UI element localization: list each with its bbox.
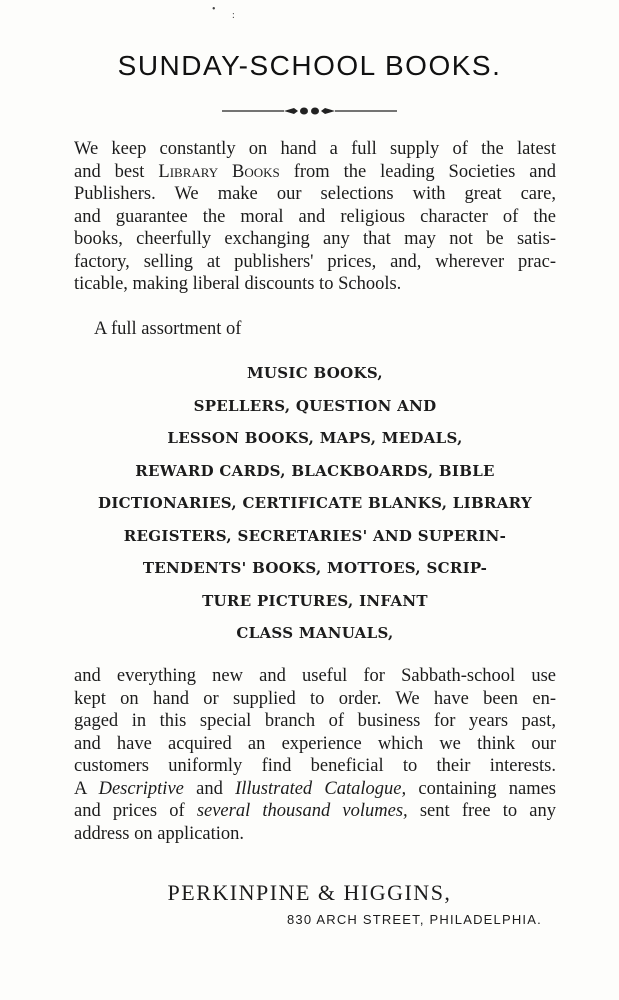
text-run: ticable, making liberal discounts to Schools. — [74, 274, 402, 294]
product-list-line: MUSIC BOOKS, — [247, 364, 383, 382]
text-run: A — [74, 778, 99, 799]
text-run: and best — [74, 161, 159, 182]
text-line — [74, 138, 556, 161]
text-line — [74, 710, 556, 733]
text-line — [74, 206, 556, 229]
page-title: SUNDAY-SCHOOL BOOKS. — [117, 50, 502, 81]
text-run: containing names — [406, 778, 556, 799]
text-run: gaged in this special branch of business for years past, — [74, 711, 556, 731]
italic-run: Illustrated Catalogue, — [235, 778, 407, 799]
text-run: factory, selling at publishers' prices, and, wherever prac- — [74, 251, 556, 272]
text-line — [74, 228, 556, 251]
text-line — [74, 755, 556, 778]
text-line — [74, 800, 556, 823]
text-line — [74, 733, 556, 756]
product-list-line: TENDENTS' BOOKS, MOTTOES, SCRIP- — [142, 559, 488, 577]
product-list-line: CLASS MANUALS, — [236, 624, 394, 642]
text-line — [74, 778, 556, 801]
text-run: and have acquired an experience which we think our — [74, 733, 556, 754]
italic-run: several thousand volumes, — [196, 801, 408, 821]
italic-run: Descriptive — [98, 778, 184, 799]
text-run: and prices of — [74, 801, 197, 821]
text-line — [74, 251, 556, 274]
closing-paragraph — [74, 665, 556, 845]
text-run: sent free to any — [407, 801, 556, 821]
product-list-line: SPELLERS, QUESTION AND — [193, 396, 437, 415]
text-run: customers uniformly find beneficial to their interests. — [74, 756, 556, 776]
text-line — [74, 183, 556, 206]
text-line — [74, 273, 556, 296]
ink-speck: • — [212, 4, 216, 15]
text-run: Publishers. We make our selections with great care, — [74, 184, 556, 204]
text-line — [74, 161, 556, 184]
text-run: address on application. — [74, 823, 245, 844]
small-caps-run: Library Books — [158, 161, 280, 182]
text-run: books, cheerfully exchanging any that may not be satis- — [74, 229, 556, 249]
product-list-line: TURE PICTURES, INFANT — [202, 591, 428, 610]
ornamental-rule — [222, 106, 397, 116]
text-run: and — [183, 778, 236, 799]
ink-speck: : — [232, 10, 235, 21]
product-list-line: REWARD CARDS, BLACKBOARDS, BIBLE — [135, 461, 495, 480]
assortment-intro: A full assortment of — [94, 319, 242, 339]
text-line — [74, 823, 556, 846]
intro-paragraph — [74, 138, 556, 296]
text-run: kept on hand or supplied to order. We have been en- — [74, 688, 556, 709]
firm-name: PERKINPINE & HIGGINS, — [167, 880, 452, 905]
text-run: and guarantee the moral and religious character of the — [74, 206, 556, 227]
text-line — [74, 688, 556, 711]
text-run: and everything new and useful for Sabbath-school use — [74, 666, 556, 686]
text-run: from the leading Societies and — [279, 161, 556, 182]
text-run: We keep constantly on hand a full supply of the latest — [74, 139, 556, 159]
product-list-line: REGISTERS, SECRETARIES' AND SUPERIN- — [123, 526, 507, 545]
product-list-line: DICTIONARIES, CERTIFICATE BLANKS, LIBRARY — [98, 494, 532, 512]
text-line — [74, 665, 556, 688]
product-list-line: LESSON BOOKS, MAPS, MEDALS, — [167, 429, 463, 447]
product-list — [60, 357, 570, 650]
firm-address: 830 ARCH STREET, PHILADELPHIA. — [287, 912, 542, 927]
